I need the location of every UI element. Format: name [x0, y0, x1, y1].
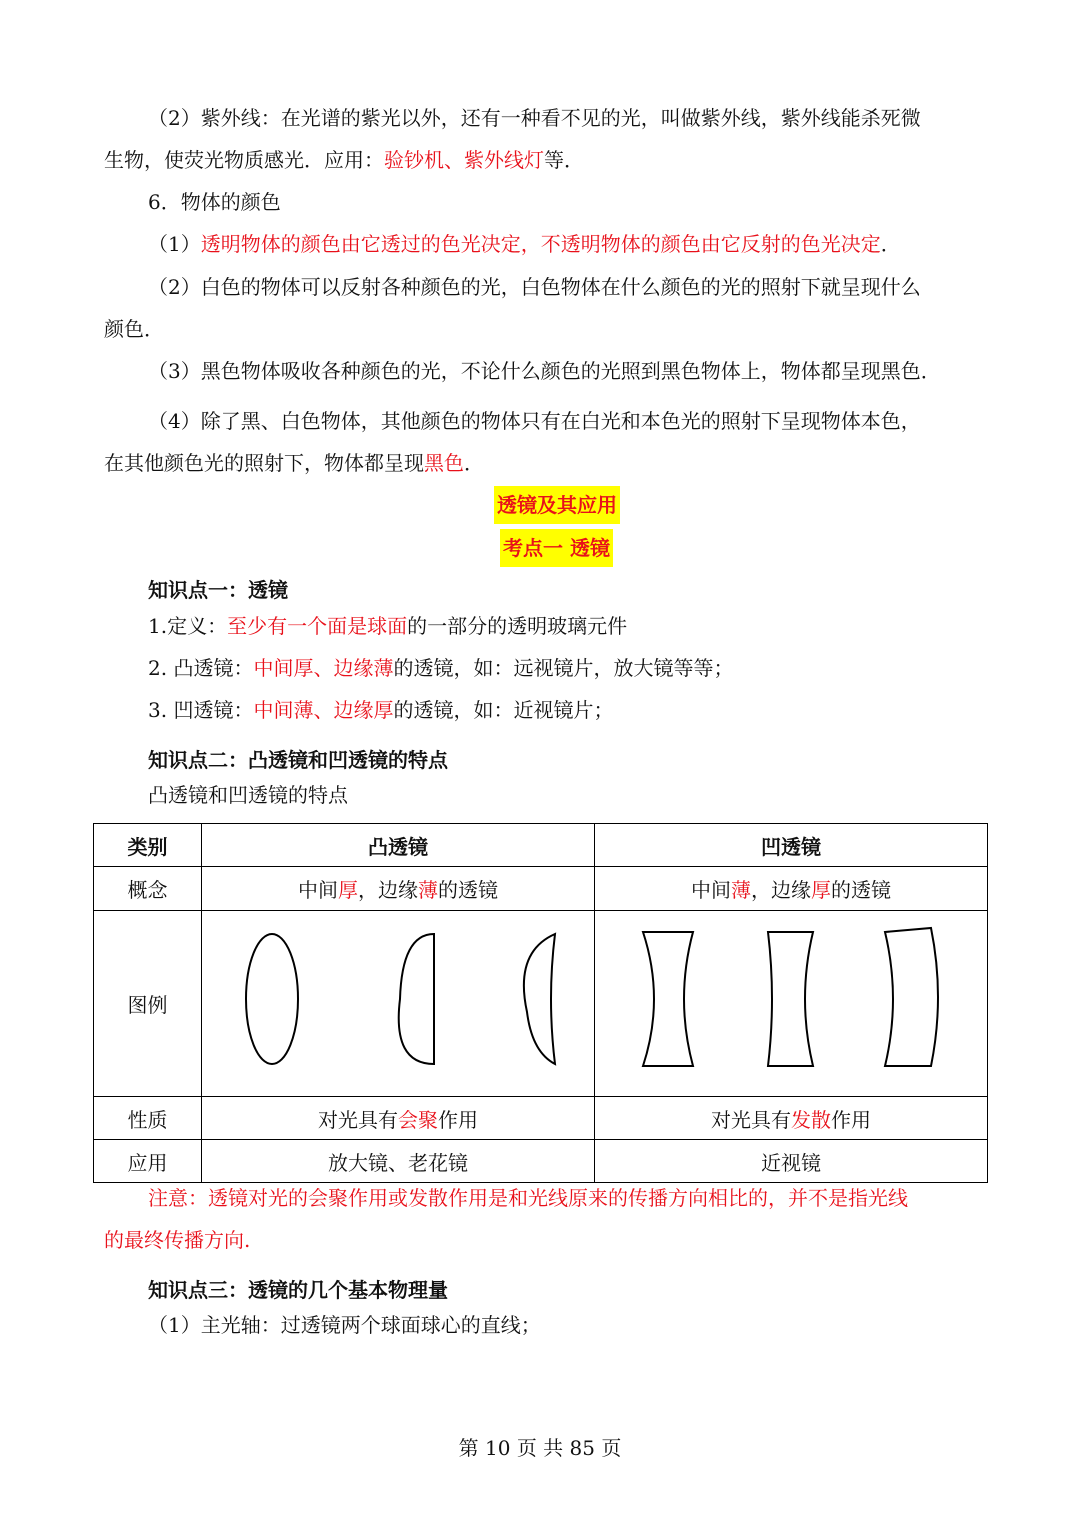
- concave-application: 近视镜: [595, 1140, 988, 1183]
- convex-concept-2: ，边缘: [358, 878, 418, 902]
- note-line-1: 注意：透镜对光的会聚作用或发散作用是和光线原来的传播方向相比的，并不是指光线: [148, 1186, 908, 1210]
- chapter-heading: 透镜及其应用: [494, 486, 620, 524]
- uv-line-2-end: 等．: [544, 148, 584, 172]
- color-para-1-num: （1）: [148, 232, 201, 256]
- convex-concept: [202, 867, 595, 911]
- k1-convex: [148, 656, 733, 680]
- color-para-2-line-1: （2）白色的物体可以反射各种颜色的光，白色物体在什么颜色的光的照射下就呈现什么: [148, 275, 921, 299]
- biconcave-lens: [643, 932, 693, 1066]
- convex-concept-1: 中间: [298, 878, 338, 902]
- note-line-2: 的最终传播方向.: [104, 1228, 251, 1252]
- row-label-diagram: 图例: [94, 911, 202, 1097]
- header-category: 类别: [94, 824, 202, 867]
- color-para-4-line-2: [104, 451, 484, 475]
- lens-comparison-table: [93, 823, 988, 1183]
- section-6-title: 6．物体的颜色: [148, 190, 281, 214]
- uv-line-2: [104, 148, 584, 172]
- table-row-property: [94, 1097, 988, 1140]
- biconvex-lens: [246, 934, 298, 1064]
- convex-property-converge: 会聚: [398, 1107, 438, 1132]
- k3-principal-axis: （1）主光轴：过透镜两个球面球心的直线；: [148, 1313, 541, 1337]
- color-para-3: （3）黑色物体吸收各种颜色的光，不论什么颜色的光照到黑色物体上，物体都呈现黑色．: [148, 359, 941, 383]
- k1-concave-label: 3. 凹透镜：: [148, 698, 254, 722]
- k3-title: 知识点三：透镜的几个基本物理量: [148, 1278, 448, 1302]
- k1-title: 知识点一：透镜: [148, 578, 288, 602]
- color-para-4-line-1: （4）除了黑、白色物体，其他颜色的物体只有在白光和本色光的照射下呈现物体本色，: [148, 409, 921, 433]
- row-label-application: 应用: [94, 1140, 202, 1183]
- convex-property-1: 对光具有: [318, 1107, 398, 1132]
- concave-concept-thick: 厚: [811, 878, 831, 902]
- concave-concept-3: 的透镜: [831, 878, 891, 902]
- color-para-1: [148, 232, 901, 256]
- color-para-2-line-2: 颜色．: [104, 317, 164, 341]
- k1-convex-rest: 的透镜，如：远视镜片，放大镜等等；: [393, 656, 734, 680]
- k1-definition-key: 至少有一个面是球面: [227, 614, 408, 638]
- concave-property: [595, 1097, 988, 1140]
- color-para-1-end: ．: [880, 232, 901, 256]
- concave-property-2: 作用: [831, 1107, 871, 1132]
- table-header-row: [94, 824, 988, 867]
- k1-convex-label: 2. 凸透镜：: [148, 656, 254, 680]
- convex-concept-thick: 厚: [338, 878, 358, 902]
- table-caption: 凸透镜和凹透镜的特点: [148, 783, 348, 807]
- k2-title: 知识点二：凸透镜和凹透镜的特点: [148, 748, 448, 772]
- uv-line-1: （2）紫外线：在光谱的紫光以外，还有一种看不见的光，叫做紫外线，紫外线能杀死微: [148, 106, 921, 130]
- row-label-property: 性质: [94, 1097, 202, 1140]
- concave-concept-thin: 薄: [731, 878, 751, 902]
- plano-convex-lens: [399, 934, 434, 1064]
- color-para-4-black: 黑色: [424, 451, 464, 475]
- concave-property-diverge: 发散: [791, 1107, 831, 1132]
- k1-concave-rest: 的透镜，如：近视镜片；: [393, 698, 614, 722]
- meniscus-convex-lens: [524, 934, 555, 1064]
- concave-concept-1: 中间: [691, 878, 731, 902]
- color-para-4-end: ．: [464, 451, 484, 475]
- concave-lens-diagrams: [595, 912, 986, 1096]
- row-label-concept: 概念: [94, 867, 202, 911]
- convex-property: [202, 1097, 595, 1140]
- k1-convex-key: 中间厚、边缘薄: [253, 656, 394, 680]
- table-row-concept: [94, 867, 988, 911]
- convex-application: 放大镜、老花镜: [202, 1140, 595, 1183]
- table-row-diagram: [94, 911, 988, 1097]
- k1-definition-rest: 的一部分的透明玻璃元件: [407, 614, 628, 638]
- concave-concept-2: ，边缘: [751, 878, 811, 902]
- point-heading: 考点一 透镜: [500, 529, 613, 567]
- meniscus-concave-lens: [885, 928, 938, 1066]
- convex-lens-diagrams: [202, 912, 593, 1096]
- k1-concave-key: 中间薄、边缘厚: [253, 698, 394, 722]
- k1-definition-label: 1.定义：: [148, 614, 228, 638]
- color-para-4-text: 在其他颜色光的照射下，物体都呈现: [104, 451, 424, 475]
- concave-concept: [595, 867, 988, 911]
- k1-definition: [148, 614, 627, 638]
- page-number: 第 10 页 共 85 页: [458, 1436, 622, 1460]
- table-row-application: [94, 1140, 988, 1183]
- plano-concave-lens: [768, 932, 813, 1066]
- uv-applications: 验钞机、紫外线灯: [384, 148, 544, 172]
- convex-diagrams: [202, 911, 595, 1097]
- color-para-1-rule: 透明物体的颜色由它透过的色光决定，不透明物体的颜色由它反射的色光决定: [200, 232, 881, 256]
- concave-property-1: 对光具有: [711, 1107, 791, 1132]
- convex-concept-3: 的透镜: [438, 878, 498, 902]
- header-convex: 凸透镜: [202, 824, 595, 867]
- k1-concave: [148, 698, 613, 722]
- uv-line-2-text: 生物，使荧光物质感光．应用：: [104, 148, 384, 172]
- convex-concept-thin: 薄: [418, 878, 438, 902]
- header-concave: 凹透镜: [595, 824, 988, 867]
- concave-diagrams: [595, 911, 988, 1097]
- convex-property-2: 作用: [438, 1107, 478, 1132]
